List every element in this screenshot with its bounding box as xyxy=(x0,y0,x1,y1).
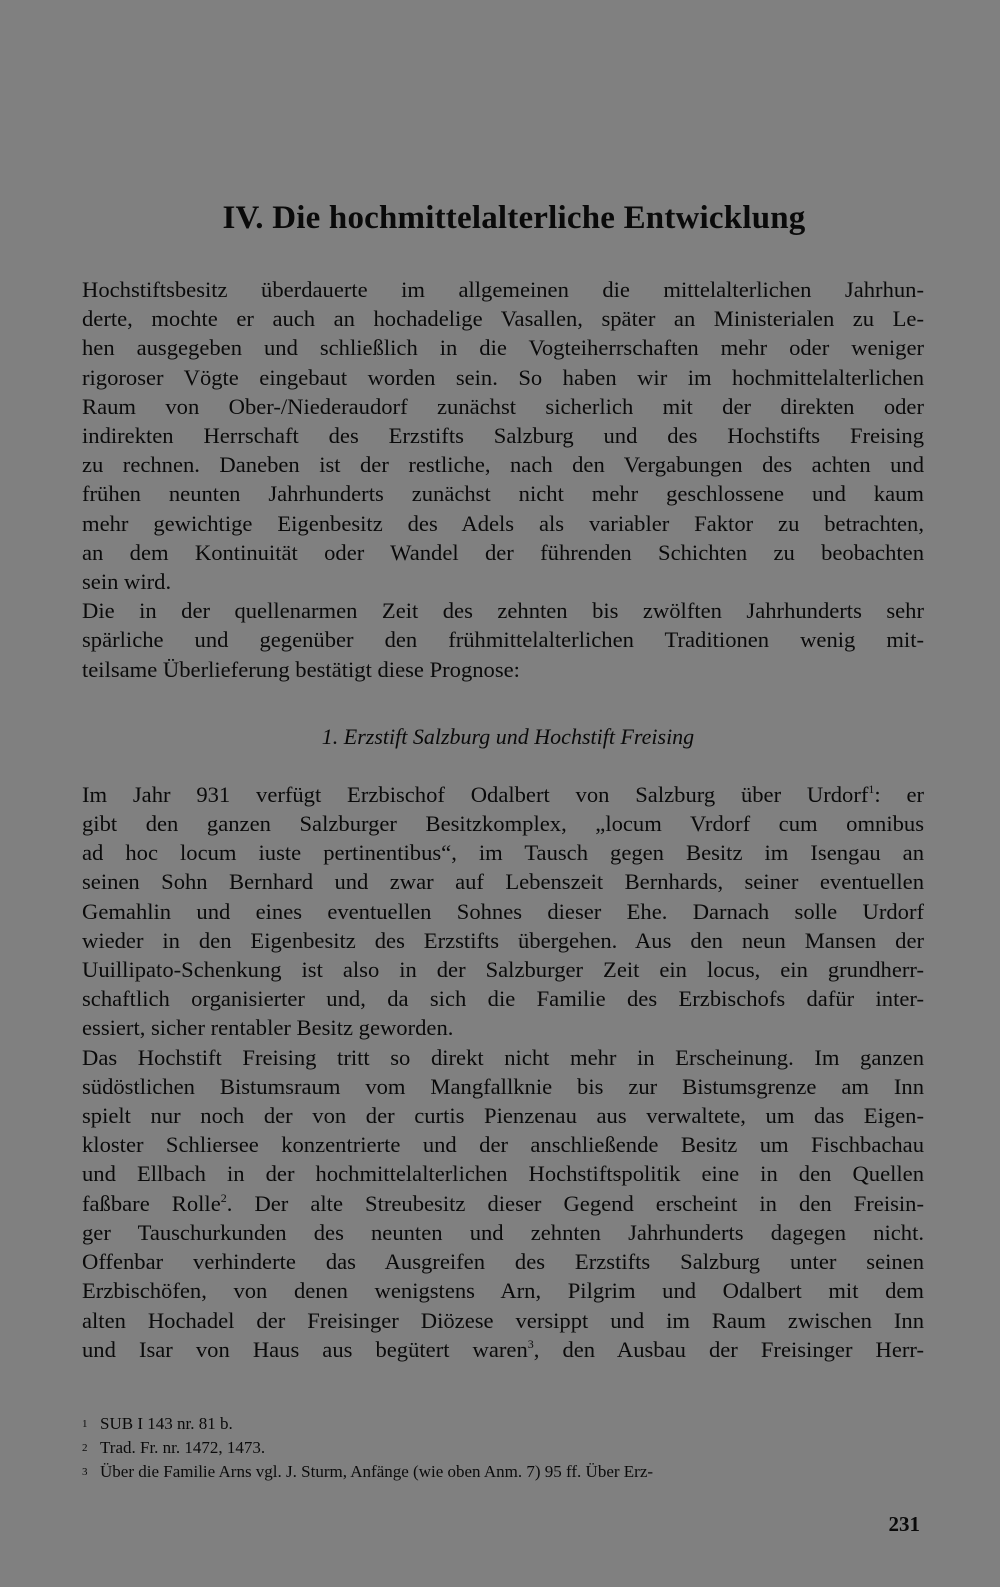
text-line: gibt den ganzen Salzburger Besitzkomplex, „locum Vrdorf cum omnibus xyxy=(82,811,924,837)
text-line xyxy=(82,1335,924,1364)
intro-paragraph-2 xyxy=(82,596,924,684)
footnote-ref[interactable]: 2 xyxy=(220,1190,227,1205)
text-line xyxy=(82,1189,924,1218)
footnote-number: 3 xyxy=(82,1466,88,1478)
footnote-text: SUB I 143 nr. 81 b. xyxy=(100,1414,233,1433)
text-segment: und Isar von Haus aus begütert waren xyxy=(82,1336,528,1362)
page-number: 231 xyxy=(888,1512,920,1536)
footnote-text: Über die Familie Arns vgl. J. Sturm, Anfänge (wie oben Anm. 7) 95 ff. Über Erz- xyxy=(100,1462,654,1481)
text-line: Erzbischöfen, von denen wenigstens Arn, Pilgrim und Odalbert mit dem xyxy=(82,1278,924,1304)
text-segment: : er xyxy=(874,781,924,807)
text-line: Offenbar verhinderte das Ausgreifen des Erzstifts Salzburg unter seinen xyxy=(82,1249,924,1275)
text-line: Die in der quellenarmen Zeit des zehnten bis zwölften Jahrhunderts sehr xyxy=(82,598,924,624)
text-line: und Ellbach in der hochmittelalterlichen Hochstiftspolitik eine in den Quellen xyxy=(82,1161,924,1187)
footnote-number: 2 xyxy=(82,1442,88,1454)
text-line: zu rechnen. Daneben ist der restliche, nach den Vergabungen des achten und xyxy=(82,452,924,478)
footnote xyxy=(82,1412,924,1436)
footnote-ref[interactable]: 3 xyxy=(527,1336,534,1351)
footnote-number: 1 xyxy=(82,1418,88,1430)
text-line: Das Hochstift Freising tritt so direkt nicht mehr in Erscheinung. Im ganzen xyxy=(82,1044,924,1070)
section-paragraph-1 xyxy=(82,780,924,1043)
text-line: schaftlich organisierter und, da sich die Familie des Erzbischofs dafür inter- xyxy=(82,986,924,1012)
text-line: Gemahlin und eines eventuellen Sohnes dieser Ehe. Darnach solle Urdorf xyxy=(82,898,924,924)
text-line: ad hoc locum iuste pertinentibus“, im Tausch gegen Besitz im Isengau an xyxy=(82,840,924,866)
text-line: seinen Sohn Bernhard und zwar auf Lebenszeit Bernhards, seiner eventuellen xyxy=(82,869,924,895)
text-line: indirekten Herrschaft des Erzstifts Salzburg und des Hochstifts Freising xyxy=(82,423,924,449)
footnote xyxy=(82,1436,924,1460)
intro-paragraph xyxy=(82,275,924,596)
text-line: kloster Schliersee konzentrierte und der anschließende Besitz um Fischbachau xyxy=(82,1132,924,1158)
text-line: sein wird. xyxy=(82,569,172,595)
text-segment: faßbare Rolle xyxy=(82,1190,221,1216)
page-body xyxy=(82,200,924,1364)
section-paragraph-2 xyxy=(82,1043,924,1364)
text-line: hen ausgegeben und schließlich in die Vogteiherrschaften mehr oder weniger xyxy=(82,335,924,361)
footnote-text: Trad. Fr. nr. 1472, 1473. xyxy=(100,1438,266,1457)
text-line: südöstlichen Bistumsraum vom Mangfallknie bis zur Bistumsgrenze am Inn xyxy=(82,1073,924,1099)
text-line: Hochstiftsbesitz überdauerte im allgemeinen die mittelalterlichen Jahrhun- xyxy=(82,277,924,302)
text-segment: Im Jahr 931 verfügt Erzbischof Odalbert von Salzburg über Urdorf xyxy=(82,781,869,807)
text-line: teilsame Überlieferung bestätigt diese Prognose: xyxy=(82,656,520,682)
text-line: Raum von Ober-/Niederaudorf zunächst sicherlich mit der direkten oder xyxy=(82,393,924,419)
section-title: 1. Erzstift Salzburg und Hochstift Freising xyxy=(321,723,695,749)
text-line: spärliche und gegenüber den frühmittelalterlichen Traditionen wenig mit- xyxy=(82,627,924,653)
chapter-title: IV. Die hochmittelalterliche Entwicklung xyxy=(222,200,806,236)
footnote xyxy=(82,1460,924,1484)
footnotes xyxy=(82,1412,924,1484)
text-line: alten Hochadel der Freisinger Diözese versippt und im Raum zwischen Inn xyxy=(82,1307,924,1333)
text-line: frühen neunten Jahrhunderts zunächst nicht mehr geschlossene und kaum xyxy=(82,481,924,507)
text-line: derte, mochte er auch an hochadelige Vasallen, später an Ministerialen zu Le- xyxy=(82,306,924,332)
text-line: mehr gewichtige Eigenbesitz des Adels als variabler Faktor zu betrachten, xyxy=(82,510,924,536)
text-line: spielt nur noch der von der curtis Pienzenau aus verwaltete, um das Eigen- xyxy=(82,1103,924,1129)
text-line: ger Tauschurkunden des neunten und zehnten Jahrhunderts dagegen nicht. xyxy=(82,1219,924,1245)
text-line: wieder in den Eigenbesitz des Erzstifts übergehen. Aus den neun Mansen der xyxy=(82,927,924,953)
text-line: Uuillipato-Schenkung ist also in der Salzburger Zeit ein locus, ein grundherr- xyxy=(82,957,924,983)
text-line: rigoroser Vögte eingebaut worden sein. So haben wir im hochmittelalterlichen xyxy=(82,364,924,390)
text-line: essiert, sicher rentabler Besitz geworden. xyxy=(82,1015,454,1041)
text-line xyxy=(82,780,924,809)
footnote-ref[interactable]: 1 xyxy=(868,781,875,796)
text-line: an dem Kontinuität oder Wandel der führenden Schichten zu beobachten xyxy=(82,539,924,565)
text-segment: , den Ausbau der Freisinger Herr- xyxy=(533,1336,924,1362)
text-segment: . Der alte Streubesitz dieser Gegend erscheint in den Freisin- xyxy=(226,1190,924,1216)
